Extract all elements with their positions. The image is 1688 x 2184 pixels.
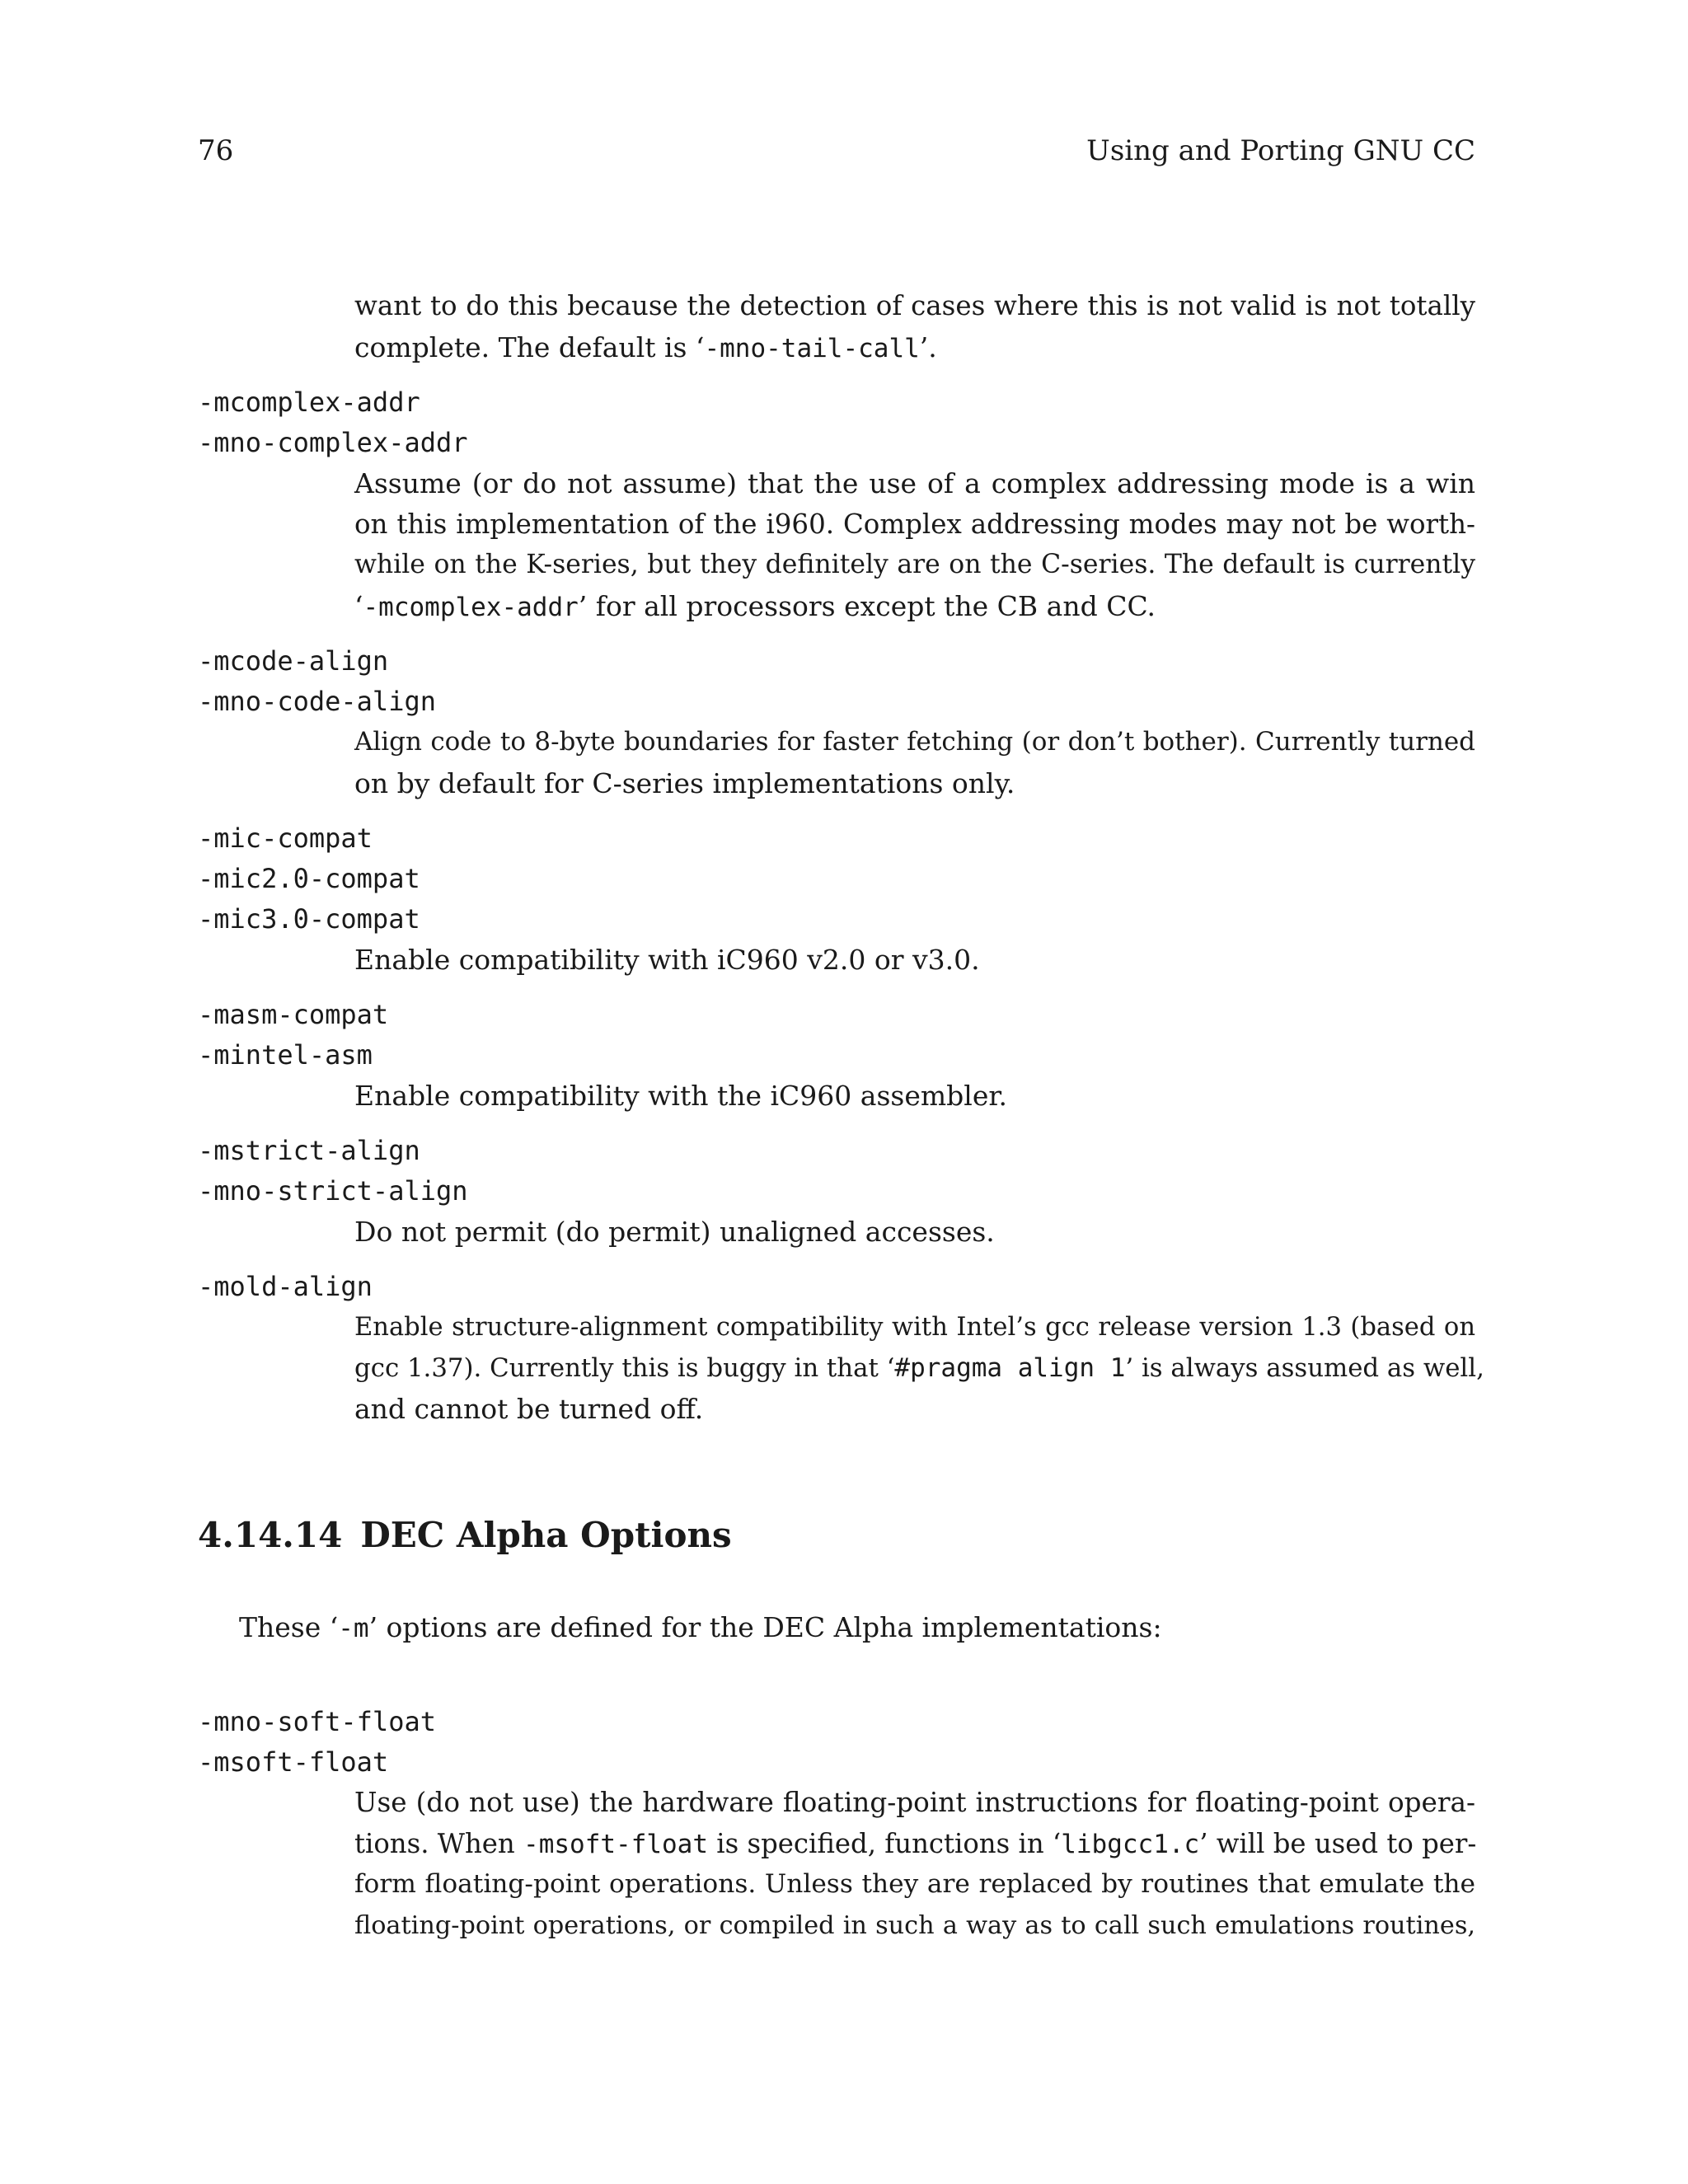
text-line: Use (do not use) the hardware floating-point instructions for floating-point opera-: [354, 1787, 1475, 1818]
option-term: -mintel-asm: [198, 1039, 373, 1071]
text-line: Enable structure-alignment compatibility with Intel’s gcc release version 1.3 (based on: [354, 1313, 1475, 1342]
option-term: -msoft-float: [198, 1746, 389, 1778]
tail-call-description: [354, 286, 1475, 368]
text-line: gcc 1.37). Currently this is buggy in that ‘#pragma align 1’ is always assumed as well,: [354, 1352, 1484, 1383]
option-term: -mno-complex-addr: [198, 427, 468, 458]
text-line: complete. The default is ‘-mno-tail-call’.: [354, 330, 937, 363]
section-title: DEC Alpha Options: [360, 1515, 732, 1555]
complex-addr-description: [354, 463, 1475, 626]
option-term: -mold-align: [198, 1271, 373, 1302]
option-term: -masm-compat: [198, 999, 389, 1030]
option-term: -mstrict-align: [198, 1135, 420, 1166]
option-term: -mic-compat: [198, 823, 373, 854]
page-header: [198, 130, 1475, 171]
text-line: Assume (or do not assume) that the use of a complex addressing mode is a win: [354, 467, 1475, 499]
option-term: -mcode-align: [198, 645, 389, 677]
ic-compat-description: [354, 940, 1475, 981]
inline-code: -m: [338, 1614, 369, 1643]
text-line: Enable compatibility with the iC960 assembler.: [354, 1080, 1007, 1112]
option-term: -mno-soft-float: [198, 1706, 436, 1737]
text-line: form floating-point operations. Unless they are replaced by routines that emulate the: [354, 1869, 1475, 1899]
text-line: and cannot be turned off.: [354, 1393, 704, 1425]
code-align-description: [354, 722, 1475, 804]
section-heading: [198, 1511, 732, 1560]
old-align-description: [354, 1307, 1484, 1430]
text-line: want to do this because the detection of cases where this is not valid is not totally: [354, 290, 1475, 321]
text-line: Align code to 8-byte boundaries for faster fetching (or don’t bother). Currently turned: [354, 727, 1475, 757]
option-term: -mic3.0-compat: [198, 903, 420, 935]
text-line: floating-point operations, or compiled in such a way as to call such emulations routines,: [354, 1910, 1475, 1940]
option-term: -mno-code-align: [198, 686, 436, 717]
option-term: -mno-strict-align: [198, 1175, 468, 1207]
soft-float-description: [354, 1783, 1475, 1946]
option-term: -mic2.0-compat: [198, 863, 420, 894]
inline-code: -mno-tail-call: [704, 333, 920, 363]
strict-align-description: [354, 1212, 1475, 1253]
option-term: -mcomplex-addr: [198, 387, 420, 418]
inline-code: -msoft-float: [523, 1829, 709, 1859]
inline-code: #pragma align 1: [894, 1352, 1126, 1383]
inline-code: -mcomplex-addr: [363, 592, 579, 622]
text-line: while on the K-series, but they definitely are on the C-series. The default is currently: [354, 550, 1475, 579]
text-line: on by default for C-series implementations only.: [354, 766, 1015, 799]
text-line: Do not permit (do permit) unaligned accesses.: [354, 1216, 995, 1248]
section-number: 4.14.14: [198, 1515, 343, 1555]
text-line: on this implementation of the i960. Complex addressing modes may not be worth-: [354, 508, 1475, 540]
text-line: tions. When -msoft-float is specified, functions in ‘libgcc1.c’ will be used to per-: [354, 1827, 1477, 1859]
text-line: ‘-mcomplex-addr’ for all processors except the CB and CC.: [354, 589, 1156, 622]
inline-code: libgcc1.c: [1061, 1829, 1200, 1859]
page-number: 76: [198, 134, 234, 167]
asm-compat-description: [354, 1076, 1475, 1117]
running-head: Using and Porting GNU CC: [1086, 134, 1475, 167]
text-line: Enable compatibility with iC960 v2.0 or v3.0.: [354, 944, 980, 976]
section-intro: These ‘-m’ options are defined for the DEC Alpha implementations:: [239, 1611, 1162, 1643]
